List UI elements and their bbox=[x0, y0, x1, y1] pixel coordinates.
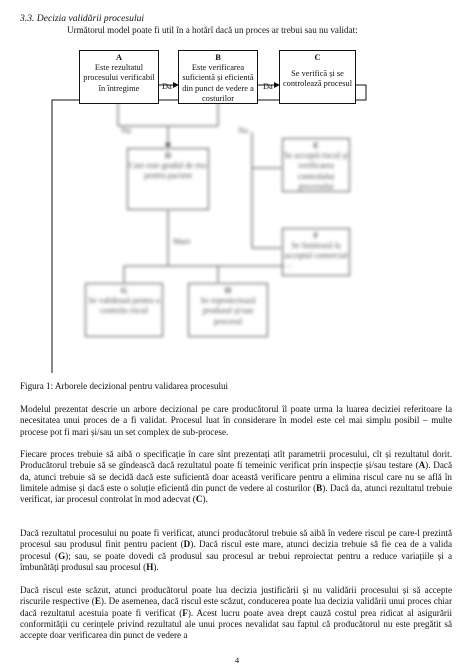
box-c bbox=[279, 50, 356, 104]
ref-box-e: E bbox=[94, 596, 101, 607]
ref-box-a: A bbox=[418, 460, 426, 471]
paragraph-4-part-b: ). De asemenea, dacă riscul este scăzut, conducerea poate lua decizia validării unui proces chiar dacă rezultatul acestuia poate fi verificat ( bbox=[20, 596, 453, 618]
box-e bbox=[282, 138, 350, 192]
edge-label-ab: Da bbox=[162, 82, 172, 91]
box-a bbox=[79, 50, 159, 104]
decision-tree-diagram bbox=[0, 38, 474, 373]
paragraph-3 bbox=[20, 528, 452, 573]
box-e-text: Se acceptă riscul și verificarea controlului procesului bbox=[284, 151, 348, 191]
box-d bbox=[127, 148, 209, 210]
paragraph-4-part-c: ). Acest lucru poate avea drept cauză costul prea ridicat al asigurării conformității cu cerințele privind rezultatul ale unui proces nevalidat sau faptul că producătorul nu este pregătit să accepte doar verificarea din punct de vedere a bbox=[20, 607, 452, 641]
box-b bbox=[178, 50, 258, 104]
edge-label-a-no: Nu bbox=[121, 126, 132, 135]
paragraph-1: Modelul prezentat descrie un arbore decizional pe care producătorul îl poate urma la luarea deciziei referitoare la necesitatea unui proces de a fi validat. Procesul luat în considerare în model este cel mai simplu posibil – multe procese pot fi mari și/sau un set complex de sub-procese. bbox=[20, 404, 452, 437]
box-d-text: Care este gradul de risc pentru pacient bbox=[128, 161, 208, 181]
paragraph-4-part-a: Dacă riscul este scăzut, atunci producătorul poate lua decizia justificării și nu validării procesului și să accepte riscurile respective ( bbox=[20, 585, 452, 607]
box-c-letter: C bbox=[314, 53, 321, 62]
box-d-letter: D bbox=[164, 151, 172, 160]
box-h-text: Se reproiectează produsul și/sau procesul bbox=[200, 296, 256, 326]
edge-label-b-no: Nu bbox=[238, 126, 249, 135]
ref-box-h: H bbox=[146, 561, 154, 572]
box-b-text: Este verificarea suficientă și eficientă din punct de vedere a costurilor bbox=[182, 63, 254, 103]
paragraph-2-part-d: ). bbox=[202, 494, 208, 505]
paragraph-2-part-a: Fiecare proces trebuie să aibă o specificație în care sînt prezentați atît parametrii procesului, cît și rezultatul dorit. Producătorul trebuie să se gîndească dacă rezultatul poate fi temeinic verificat prin inspecție și/sau testare ( bbox=[20, 449, 452, 471]
ref-box-g: G bbox=[58, 550, 66, 561]
box-c-text: Se verifică și se controlează procesul bbox=[282, 69, 353, 89]
ref-box-d: D bbox=[183, 539, 191, 550]
box-f-letter: F bbox=[313, 231, 319, 240]
paragraph-3-part-d: ). bbox=[153, 561, 159, 572]
edge-label-d-mare: Mare bbox=[173, 237, 191, 246]
section-heading: 3.3. Decizia validării procesului bbox=[20, 13, 145, 24]
box-f-text: Se limitează la acceptul comercial bbox=[284, 241, 348, 261]
box-e-letter: E bbox=[313, 141, 319, 150]
ref-box-f: F bbox=[182, 607, 188, 618]
figure-caption: Figura 1: Arborele decizional pentru validarea procesului bbox=[20, 381, 229, 391]
paragraph-3-part-c: ); sau, se poate dovedi că produsul sau procesul ar trebui reproiectat pentru a reduce variațiile și a îmbunătăți produsul sau procesul ( bbox=[20, 550, 452, 572]
paragraph-2 bbox=[20, 449, 452, 505]
box-g bbox=[85, 283, 163, 337]
box-h-letter: H bbox=[224, 286, 232, 295]
box-a-text: Este rezultatul procesului verificabil în întregime bbox=[83, 63, 155, 93]
ref-box-c: C bbox=[195, 494, 203, 505]
box-g-letter: G bbox=[120, 286, 128, 295]
paragraph-3-part-b: ). Dacă riscul este mare, atunci decizia trebuie să fie cea de a valida procesul ( bbox=[20, 539, 452, 561]
box-a-letter: A bbox=[115, 53, 123, 62]
box-g-text: Se validează pentru a controla riscul bbox=[88, 296, 160, 316]
box-f bbox=[282, 228, 350, 276]
ref-box-b: B bbox=[316, 482, 323, 493]
box-b-letter: B bbox=[215, 53, 221, 62]
paragraph-3-part-a: Dacă rezultatul procesului nu poate fi verificat, atunci producătorul trebuie să aibă în vedere riscul pe care-l prezintă procesul sau produsul finit pentru pacient ( bbox=[20, 528, 452, 550]
box-h bbox=[188, 283, 268, 337]
paragraph-2-part-c: ). Dacă da, atunci rezultatul trebuie verificat, iar procesul controlat în mod adecvat ( bbox=[20, 482, 452, 505]
paragraph-2-part-b: ). Dacă da, atunci trebuie să se decidă dacă este suficientă doar această verificare pentru a elimina riscul care nu se află în limitele admise și dacă este o soluție eficientă din punct de vedere al costurilor ( bbox=[20, 460, 453, 493]
edge-label-bc: Da bbox=[263, 82, 273, 91]
page-number: 4 bbox=[234, 655, 240, 665]
paragraph-4 bbox=[20, 585, 452, 641]
intro-text: Următorul model poate fi util în a hotărî dacă un proces ar trebui sau nu validat: bbox=[67, 25, 358, 35]
